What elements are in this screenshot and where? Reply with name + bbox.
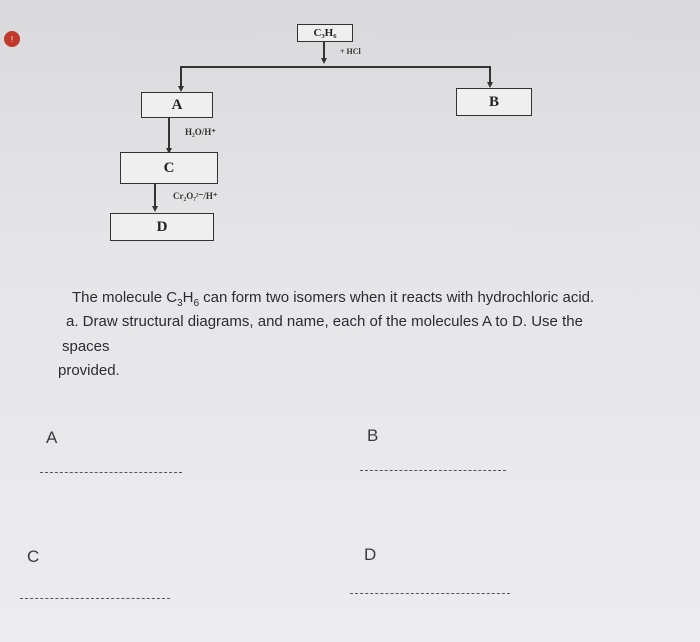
reagent-hcl: + HCl [340,47,361,56]
branch-left-line [180,66,182,88]
question-text: The molecule C [72,289,178,306]
box-b [456,88,532,116]
question-line-4: provided. [58,362,120,379]
box-d-label: D [156,218,168,235]
start-molecule-label: C₃H₆ [313,27,337,39]
arrow-down-icon [321,58,327,64]
question-line-2: a. Draw structural diagrams, and name, each of the molecules A to D. Use the [66,313,583,330]
box-c [120,152,218,184]
box-a [141,92,213,118]
branch-line [180,66,490,68]
reagent-water-acid: H₂O/H⁺ [185,127,216,137]
question-text: H [182,289,194,306]
subscript: 3 [177,298,183,309]
box-b-label: B [488,93,499,110]
answer-line-d[interactable] [350,593,510,594]
reagent-dichromate: Cr₂O₇²⁻/H⁺ [173,191,218,201]
alert-symbol: ! [10,34,14,44]
connector-line [154,184,156,208]
question-line-3: spaces [62,338,110,355]
answer-line-c[interactable] [20,598,170,599]
box-start-molecule [297,24,353,42]
box-d [110,213,214,241]
answer-label-d: D [364,545,377,564]
answer-label-b: B [367,426,379,445]
box-c-label: C [163,159,175,176]
answer-line-a[interactable] [40,472,182,473]
box-a-label: A [171,96,183,113]
answer-label-c: C [27,547,40,566]
alert-icon [4,31,20,47]
subscript: 6 [193,298,200,309]
answer-label-a: A [46,428,58,447]
connector-line [168,118,170,150]
answer-line-b[interactable] [360,470,506,471]
arrow-down-icon [152,206,158,212]
question-text: can form two isomers when it reacts with hydrochloric acid. [199,289,595,306]
